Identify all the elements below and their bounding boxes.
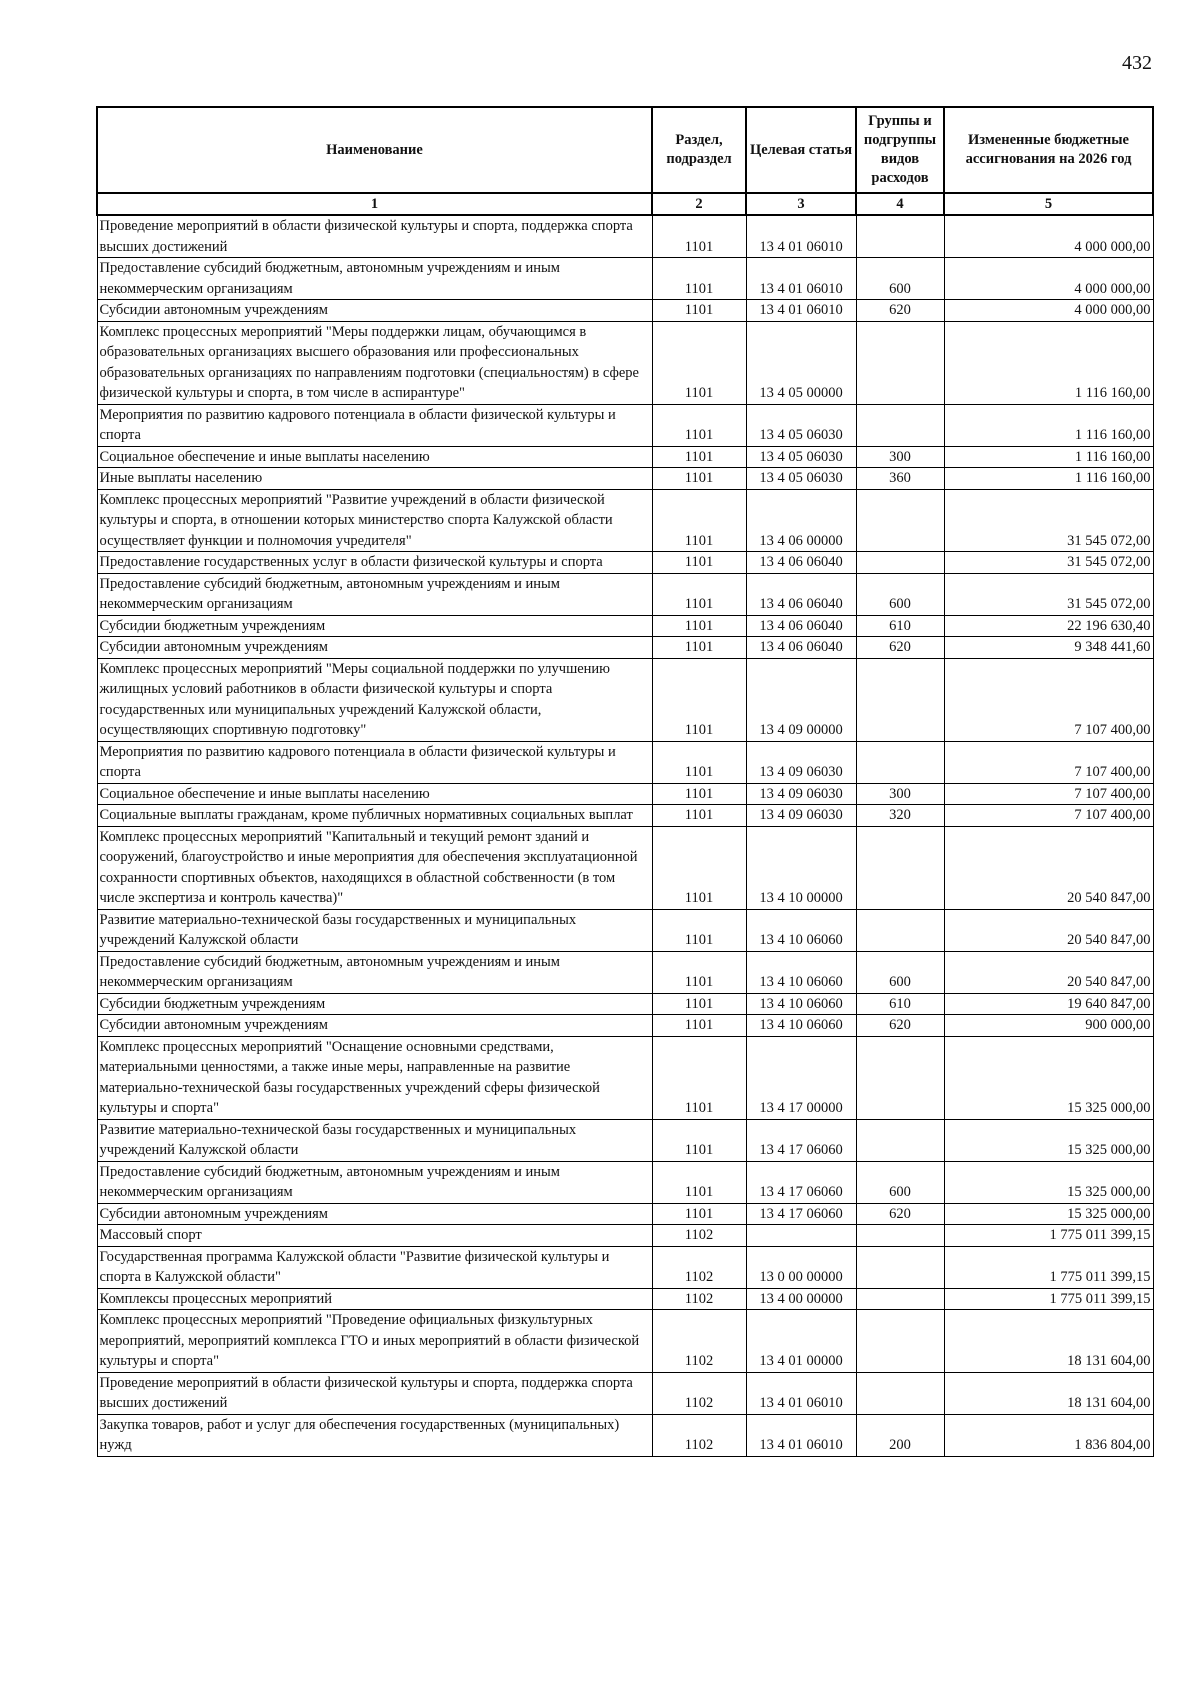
- table-row: [97, 552, 1153, 574]
- row-article: [746, 1225, 856, 1247]
- row-group: 610: [856, 993, 944, 1015]
- row-group: [856, 321, 944, 404]
- table-row: [97, 741, 1153, 783]
- row-article: 13 4 05 00000: [746, 321, 856, 404]
- table-row: [97, 1119, 1153, 1161]
- row-group: 620: [856, 1203, 944, 1225]
- row-article: 13 4 05 06030: [746, 468, 856, 490]
- row-article: 13 4 10 06060: [746, 909, 856, 951]
- row-amount: 1 836 804,00: [944, 1414, 1153, 1456]
- row-name: Закупка товаров, работ и услуг для обеспечения государственных (муниципальных) нужд: [97, 1414, 652, 1456]
- row-section: 1101: [652, 783, 746, 805]
- table-row: [97, 783, 1153, 805]
- table-row: [97, 446, 1153, 468]
- row-group: [856, 1225, 944, 1247]
- row-name: Социальные выплаты гражданам, кроме публичных нормативных социальных выплат: [97, 805, 652, 827]
- row-name: Субсидии автономным учреждениям: [97, 1015, 652, 1037]
- row-group: 620: [856, 1015, 944, 1037]
- row-group: 360: [856, 468, 944, 490]
- row-section: 1101: [652, 805, 746, 827]
- row-section: 1101: [652, 951, 746, 993]
- row-amount: 22 196 630,40: [944, 615, 1153, 637]
- table-row: [97, 321, 1153, 404]
- row-section: 1101: [652, 1015, 746, 1037]
- row-article: 13 4 10 06060: [746, 951, 856, 993]
- row-group: 300: [856, 783, 944, 805]
- row-amount: 15 325 000,00: [944, 1203, 1153, 1225]
- row-name: Государственная программа Калужской области "Развитие физической культуры и спорта в Калужской области": [97, 1246, 652, 1288]
- row-amount: 7 107 400,00: [944, 805, 1153, 827]
- row-name: Комплекс процессных мероприятий "Проведение официальных физкультурных мероприятий, мероприятий комплекса ГТО и иных мероприятий в области физической культуры и спорта": [97, 1310, 652, 1373]
- row-group: [856, 826, 944, 909]
- row-article: 13 4 05 06030: [746, 446, 856, 468]
- row-name: Социальное обеспечение и иные выплаты населению: [97, 446, 652, 468]
- col-number: 1: [97, 193, 652, 215]
- col-number: 4: [856, 193, 944, 215]
- row-section: 1101: [652, 993, 746, 1015]
- row-amount: 1 116 160,00: [944, 404, 1153, 446]
- row-article: 13 4 01 06010: [746, 1372, 856, 1414]
- table-row: [97, 1310, 1153, 1373]
- row-group: [856, 552, 944, 574]
- row-name: Предоставление субсидий бюджетным, автономным учреждениям и иным некоммерческим организациям: [97, 258, 652, 300]
- row-name: Субсидии бюджетным учреждениям: [97, 993, 652, 1015]
- row-amount: 4 000 000,00: [944, 258, 1153, 300]
- row-amount: 1 116 160,00: [944, 468, 1153, 490]
- row-article: 13 4 01 06010: [746, 300, 856, 322]
- row-article: 13 4 09 00000: [746, 658, 856, 741]
- row-article: 13 4 17 06060: [746, 1203, 856, 1225]
- row-name: Предоставление субсидий бюджетным, автономным учреждениям и иным некоммерческим организациям: [97, 951, 652, 993]
- row-amount: 20 540 847,00: [944, 826, 1153, 909]
- row-section: 1101: [652, 1161, 746, 1203]
- row-section: 1101: [652, 826, 746, 909]
- row-amount: 31 545 072,00: [944, 573, 1153, 615]
- row-group: [856, 909, 944, 951]
- table-row: [97, 468, 1153, 490]
- row-name: Предоставление государственных услуг в области физической культуры и спорта: [97, 552, 652, 574]
- row-article: 13 4 00 00000: [746, 1288, 856, 1310]
- row-amount: 31 545 072,00: [944, 489, 1153, 552]
- row-section: 1101: [652, 468, 746, 490]
- row-section: 1102: [652, 1246, 746, 1288]
- row-amount: 15 325 000,00: [944, 1119, 1153, 1161]
- row-amount: 15 325 000,00: [944, 1036, 1153, 1119]
- row-name: Развитие материально-технической базы государственных и муниципальных учреждений Калужской области: [97, 1119, 652, 1161]
- row-group: [856, 1372, 944, 1414]
- row-article: 13 4 01 06010: [746, 258, 856, 300]
- row-group: [856, 215, 944, 258]
- row-article: 13 0 00 00000: [746, 1246, 856, 1288]
- row-name: Субсидии автономным учреждениям: [97, 1203, 652, 1225]
- header-section: Раздел, подраздел: [652, 107, 746, 193]
- table-row: [97, 826, 1153, 909]
- row-section: 1102: [652, 1310, 746, 1373]
- row-amount: 20 540 847,00: [944, 909, 1153, 951]
- row-name: Комплекс процессных мероприятий "Меры поддержки лицам, обучающимся в образовательных организациях высшего образования или профессиональных образовательных организациях по направлениям подготовки (специальностям) в сфере физической культуры и спорта, в том числе в аспирантуре": [97, 321, 652, 404]
- row-amount: 1 775 011 399,15: [944, 1288, 1153, 1310]
- table-row: [97, 1288, 1153, 1310]
- row-group: 620: [856, 300, 944, 322]
- row-name: Комплексы процессных мероприятий: [97, 1288, 652, 1310]
- table-row: [97, 615, 1153, 637]
- row-group: 300: [856, 446, 944, 468]
- table-row: [97, 573, 1153, 615]
- col-number: 2: [652, 193, 746, 215]
- row-name: Социальное обеспечение и иные выплаты населению: [97, 783, 652, 805]
- row-amount: 1 116 160,00: [944, 446, 1153, 468]
- row-article: 13 4 05 06030: [746, 404, 856, 446]
- row-section: 1101: [652, 258, 746, 300]
- row-amount: 4 000 000,00: [944, 300, 1153, 322]
- row-name: Комплекс процессных мероприятий "Капитальный и текущий ремонт зданий и сооружений, благоустройство и иные мероприятия для обеспечения эксплуатационной сохранности спортивных объектов, находящихся в областной собственности (в том числе экспертиза и контроль качества)": [97, 826, 652, 909]
- row-amount: 1 116 160,00: [944, 321, 1153, 404]
- row-amount: 900 000,00: [944, 1015, 1153, 1037]
- row-amount: 4 000 000,00: [944, 215, 1153, 258]
- row-article: 13 4 06 00000: [746, 489, 856, 552]
- row-amount: 18 131 604,00: [944, 1310, 1153, 1373]
- row-article: 13 4 10 06060: [746, 993, 856, 1015]
- row-section: 1102: [652, 1288, 746, 1310]
- row-section: 1101: [652, 489, 746, 552]
- row-section: 1101: [652, 1119, 746, 1161]
- row-group: [856, 489, 944, 552]
- row-name: Комплекс процессных мероприятий "Развитие учреждений в области физической культуры и спорта, в отношении которых министерство спорта Калужской области осуществляет функции и полномочия учредителя": [97, 489, 652, 552]
- row-article: 13 4 06 06040: [746, 552, 856, 574]
- row-name: Массовый спорт: [97, 1225, 652, 1247]
- table-row: [97, 1246, 1153, 1288]
- row-name: Предоставление субсидий бюджетным, автономным учреждениям и иным некоммерческим организациям: [97, 1161, 652, 1203]
- row-article: 13 4 01 00000: [746, 1310, 856, 1373]
- table-row: [97, 909, 1153, 951]
- row-group: 600: [856, 1161, 944, 1203]
- row-section: 1101: [652, 1036, 746, 1119]
- row-group: 320: [856, 805, 944, 827]
- row-name: Комплекс процессных мероприятий "Оснащение основными средствами, материальными ценностями, а также иные меры, направленные на развитие материально-технической базы государственных учреждений сферы физической культуры и спорта": [97, 1036, 652, 1119]
- table-row: [97, 1225, 1153, 1247]
- row-amount: 31 545 072,00: [944, 552, 1153, 574]
- row-section: 1102: [652, 1372, 746, 1414]
- row-section: 1102: [652, 1414, 746, 1456]
- row-group: [856, 404, 944, 446]
- row-section: 1101: [652, 573, 746, 615]
- table-row: [97, 300, 1153, 322]
- row-name: Комплекс процессных мероприятий "Меры социальной поддержки по улучшению жилищных условий работников в области физической культуры и спорта государственных или муниципальных учреждений Калужской области, осуществляющих спортивную подготовку": [97, 658, 652, 741]
- row-amount: 1 775 011 399,15: [944, 1225, 1153, 1247]
- row-group: [856, 1036, 944, 1119]
- row-name: Субсидии бюджетным учреждениям: [97, 615, 652, 637]
- row-section: 1101: [652, 909, 746, 951]
- table-row: [97, 658, 1153, 741]
- header-amount: Измененные бюджетные ассигнования на 2026 год: [944, 107, 1153, 193]
- table-row: [97, 993, 1153, 1015]
- row-name: Проведение мероприятий в области физической культуры и спорта, поддержка спорта высших достижений: [97, 1372, 652, 1414]
- table-row: [97, 489, 1153, 552]
- row-article: 13 4 09 06030: [746, 805, 856, 827]
- row-group: 620: [856, 637, 944, 659]
- row-section: 1101: [652, 446, 746, 468]
- row-amount: 20 540 847,00: [944, 951, 1153, 993]
- row-group: [856, 1246, 944, 1288]
- row-section: 1101: [652, 615, 746, 637]
- row-name: Проведение мероприятий в области физической культуры и спорта, поддержка спорта высших достижений: [97, 215, 652, 258]
- row-article: 13 4 09 06030: [746, 741, 856, 783]
- row-name: Развитие материально-технической базы государственных и муниципальных учреждений Калужской области: [97, 909, 652, 951]
- row-article: 13 4 01 06010: [746, 215, 856, 258]
- row-section: 1101: [652, 300, 746, 322]
- row-amount: 7 107 400,00: [944, 658, 1153, 741]
- table-row: [97, 1015, 1153, 1037]
- row-article: 13 4 06 06040: [746, 573, 856, 615]
- row-name: Субсидии автономным учреждениям: [97, 300, 652, 322]
- budget-table: [96, 106, 1154, 1457]
- row-group: [856, 1288, 944, 1310]
- row-article: 13 4 17 00000: [746, 1036, 856, 1119]
- row-group: [856, 741, 944, 783]
- header-groups: Группы и подгруппы видов расходов: [856, 107, 944, 193]
- row-section: 1101: [652, 404, 746, 446]
- table-row: [97, 1036, 1153, 1119]
- row-group: 600: [856, 573, 944, 615]
- table-row: [97, 258, 1153, 300]
- row-article: 13 4 01 06010: [746, 1414, 856, 1456]
- row-article: 13 4 09 06030: [746, 783, 856, 805]
- row-amount: 19 640 847,00: [944, 993, 1153, 1015]
- row-group: [856, 1310, 944, 1373]
- row-article: 13 4 10 00000: [746, 826, 856, 909]
- row-section: 1102: [652, 1225, 746, 1247]
- header-article: Целевая статья: [746, 107, 856, 193]
- row-amount: 7 107 400,00: [944, 741, 1153, 783]
- row-name: Мероприятия по развитию кадрового потенциала в области физической культуры и спорта: [97, 404, 652, 446]
- row-name: Мероприятия по развитию кадрового потенциала в области физической культуры и спорта: [97, 741, 652, 783]
- row-section: 1101: [652, 637, 746, 659]
- table-row: [97, 1161, 1153, 1203]
- col-number: 3: [746, 193, 856, 215]
- row-section: 1101: [652, 658, 746, 741]
- row-section: 1101: [652, 1203, 746, 1225]
- row-article: 13 4 10 06060: [746, 1015, 856, 1037]
- row-name: Иные выплаты населению: [97, 468, 652, 490]
- row-group: [856, 658, 944, 741]
- table-row: [97, 1372, 1153, 1414]
- col-number: 5: [944, 193, 1153, 215]
- row-name: Предоставление субсидий бюджетным, автономным учреждениям и иным некоммерческим организациям: [97, 573, 652, 615]
- table-row: [97, 1414, 1153, 1456]
- table-row: [97, 1203, 1153, 1225]
- row-section: 1101: [652, 741, 746, 783]
- row-amount: 15 325 000,00: [944, 1161, 1153, 1203]
- row-group: 610: [856, 615, 944, 637]
- row-section: 1101: [652, 321, 746, 404]
- row-section: 1101: [652, 552, 746, 574]
- header-name: Наименование: [97, 107, 652, 193]
- page-number: 432: [1122, 52, 1152, 74]
- table-row: [97, 637, 1153, 659]
- row-group: 600: [856, 951, 944, 993]
- row-article: 13 4 17 06060: [746, 1161, 856, 1203]
- row-section: 1101: [652, 215, 746, 258]
- row-article: 13 4 06 06040: [746, 637, 856, 659]
- row-group: [856, 1119, 944, 1161]
- row-amount: 7 107 400,00: [944, 783, 1153, 805]
- row-amount: 18 131 604,00: [944, 1372, 1153, 1414]
- row-amount: 1 775 011 399,15: [944, 1246, 1153, 1288]
- row-article: 13 4 06 06040: [746, 615, 856, 637]
- table-row: [97, 951, 1153, 993]
- table-row: [97, 215, 1153, 258]
- row-name: Субсидии автономным учреждениям: [97, 637, 652, 659]
- row-amount: 9 348 441,60: [944, 637, 1153, 659]
- table-row: [97, 805, 1153, 827]
- row-article: 13 4 17 06060: [746, 1119, 856, 1161]
- row-group: 200: [856, 1414, 944, 1456]
- table-row: [97, 404, 1153, 446]
- row-group: 600: [856, 258, 944, 300]
